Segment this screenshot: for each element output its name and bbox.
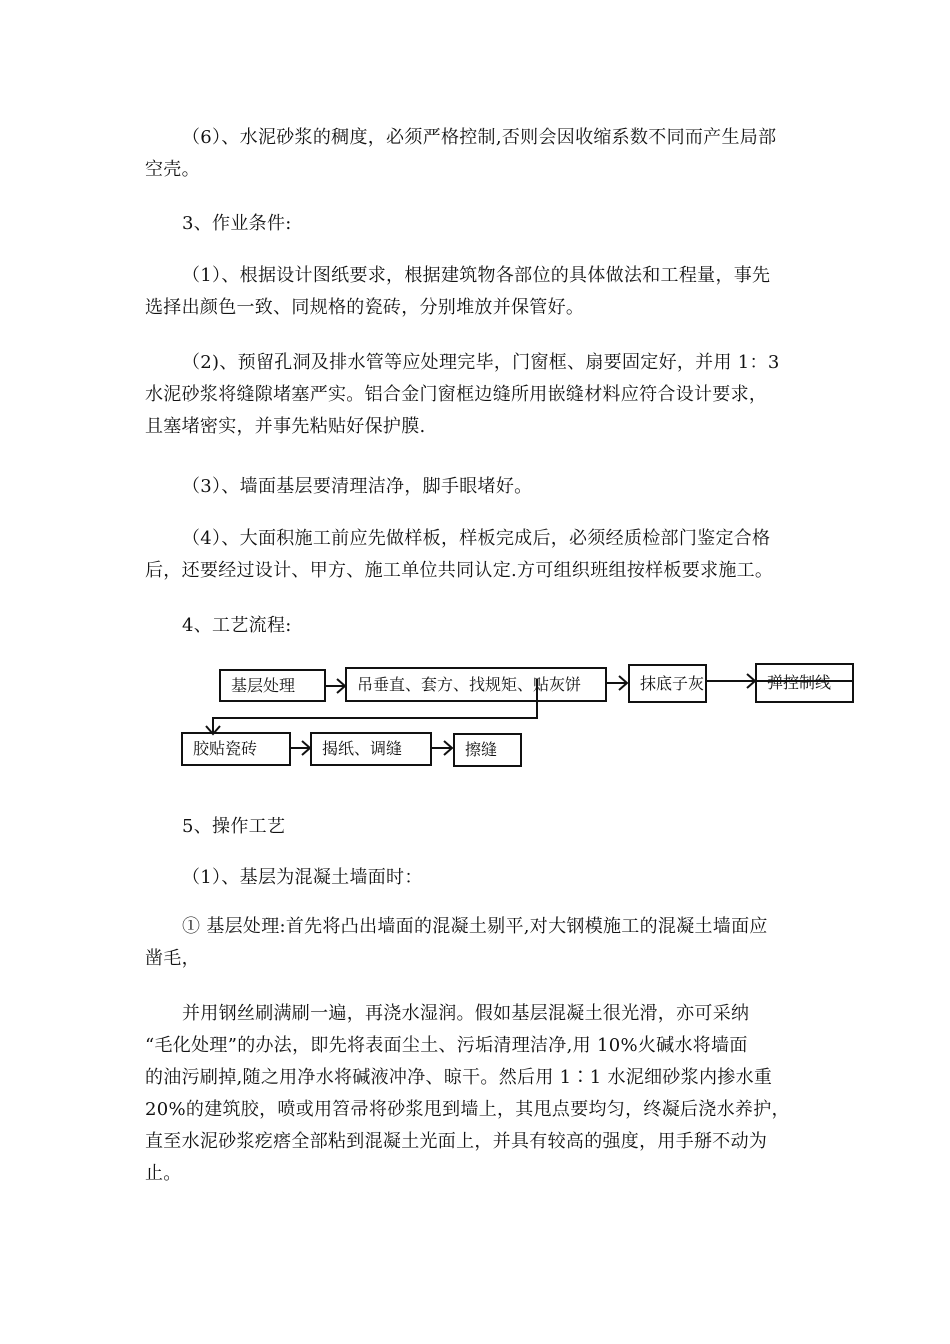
paragraph-operation-1b (145, 998, 820, 1190)
flow-step-plumb-square: 吊垂直、套方、找规矩、贴灰饼 (345, 667, 607, 702)
text-line: 后，还要经过设计、甲方、施工单位共同认定.方可组织班组按样板要求施工。 (145, 560, 774, 581)
text-line: 止。 (145, 1163, 182, 1184)
text-line: 20%的建筑胶，喷或用笤帚将砂浆甩到墙上，其甩点要均匀，终凝后浇水养护， (145, 1099, 790, 1120)
text-line: 选择出颜色一致、同规格的瓷砖，分别堆放并保管好。 (145, 297, 585, 318)
text-line: （6）、水泥砂浆的稠度，必须严格控制,否则会因收缩系数不同而产生局部 (182, 127, 777, 148)
text-line: 5、操作工艺 (182, 816, 286, 837)
flow-step-base-treatment: 基层处理 (219, 669, 326, 702)
flow-step-control-lines: 弹控制线 (755, 663, 854, 703)
text-line: “毛化处理”的办法，即先将表面尘土、污垢清理洁净,用 10%火碱水将墙面 (145, 1035, 748, 1056)
text-line: 3、作业条件: (182, 213, 292, 234)
paragraph-operation-1a (145, 911, 820, 975)
text-line: 凿毛， (145, 948, 200, 969)
text-line: 并用钢丝刷满刷一遍，再浇水湿润。假如基层混凝土很光滑，亦可采纳 (182, 1003, 750, 1024)
text-line: 空壳。 (145, 159, 200, 180)
text-line: （3）、墙面基层要清理洁净，脚手眼堵好。 (182, 476, 533, 497)
text-line: 水泥砂浆将缝隙堵塞严实。铝合金门窗框边缝所用嵌缝材料应符合设计要求， (145, 384, 768, 405)
text-line: （2)、预留孔洞及排水管等应处理完毕，门窗框、扇要固定好，并用 1：3 (182, 352, 780, 373)
text-line: 4、工艺流程: (182, 615, 292, 636)
heading-5-operation-process (145, 811, 820, 843)
flow-step-grouting: 擦缝 (453, 733, 522, 767)
text-line: ① 基层处理:首先将凸出墙面的混凝土剔平,对大钢模施工的混凝土墙面应 (182, 916, 768, 937)
text-line: 的油污刷掉,随之用净水将碱液冲净、晾干。然后用 1∶1 水泥细砂浆内掺水重 (145, 1067, 773, 1088)
flow-step-base-coat: 抹底子灰 (628, 664, 707, 703)
text-line: 直至水泥砂浆疙瘩全部粘到混凝土光面上，并具有较高的强度，用手掰不动为 (145, 1131, 768, 1152)
flow-step-peel-adjust: 揭纸、调缝 (310, 732, 432, 766)
paragraph-operation-1 (145, 862, 820, 894)
text-line: （1）、根据设计图纸要求，根据建筑物各部位的具体做法和工程量，事先 (182, 265, 771, 286)
flow-step-tile-gluing: 胶贴瓷砖 (181, 732, 291, 766)
text-line: （4）、大面积施工前应先做样板，样板完成后，必须经质检部门鉴定合格 (182, 528, 771, 549)
text-line: 且塞堵密实，并事先粘贴好保护膜. (145, 416, 426, 437)
text-line: （1）、基层为混凝土墙面时： (182, 867, 423, 888)
